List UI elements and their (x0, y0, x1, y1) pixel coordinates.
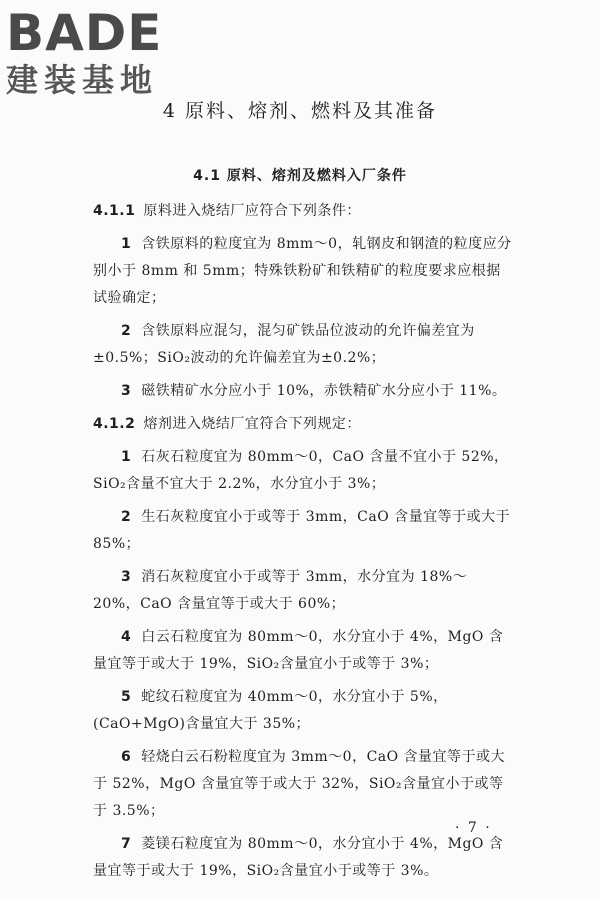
item-text: 消石灰粒度宜小于或等于 3mm，水分宜为 18%～20%，CaO 含量宜等于或大于 60%； (93, 569, 468, 612)
item-number: 2 (121, 509, 132, 525)
item-number: 3 (121, 383, 132, 399)
clause-text: 熔剂进入烧结厂宜符合下列规定： (143, 416, 361, 432)
item-text: 生石灰粒度宜小于或等于 3mm，CaO 含量宜等于或大于 85%； (93, 509, 511, 552)
brand-logo (6, 6, 176, 98)
clause-item (93, 684, 513, 738)
item-text: 菱镁石粒度宜为 80mm～0，水分宜小于 4%，MgO 含量宜等于或大于 19%，SiO₂含量宜小于或等于 3%。 (93, 836, 504, 879)
item-number: 1 (121, 449, 132, 465)
item-text: 磁铁精矿水分应小于 10%，赤铁精矿水分应小于 11%。 (141, 383, 507, 399)
item-text: 含铁原料应混匀，混匀矿铁品位波动的允许偏差宜为±0.5%；SiO₂波动的允许偏差宜为±0.2%； (93, 323, 475, 366)
page-number: · 7 · (455, 820, 492, 836)
logo-brand-text: BADE (6, 4, 163, 62)
clause-item (93, 504, 513, 558)
item-number: 3 (121, 569, 132, 585)
clause-item (93, 231, 513, 312)
item-text: 轻烧白云石粉粒度宜为 3mm～0，CaO 含量宜等于或大于 52%，MgO 含量宜等于或大于 32%，SiO₂含量宜小于或等于 3.5%； (93, 749, 506, 819)
clause-item (93, 744, 513, 825)
clause-4-1-1 (93, 198, 513, 225)
chapter-title: 4 原料、熔剂、燃料及其准备 (162, 100, 438, 122)
clause-4-1-2 (93, 411, 513, 438)
clause-item (93, 564, 513, 618)
document-body (93, 198, 513, 891)
clause-item (93, 624, 513, 678)
item-text: 石灰石粒度宜为 80mm～0，CaO 含量不宜小于 52%，SiO₂含量不宜大于 2.2%，水分宜小于 3%； (93, 449, 509, 492)
clause-item (93, 831, 513, 885)
clause-item (93, 378, 513, 405)
clause-text: 原料进入烧结厂应符合下列条件： (143, 203, 361, 219)
clause-item (93, 444, 513, 498)
item-number: 7 (121, 836, 132, 852)
clause-item (93, 318, 513, 372)
item-number: 4 (121, 629, 132, 645)
item-number: 5 (121, 689, 132, 705)
logo-subtitle: 建装基地 (6, 61, 159, 99)
item-text: 含铁原料的粒度宜为 8mm～0，轧钢皮和钢渣的粒度应分别小于 8mm 和 5mm；特殊铁粉矿和铁精矿的粒度要求应根据试验确定； (93, 236, 512, 306)
item-number: 2 (121, 323, 132, 339)
item-text: 蛇纹石粒度宜为 40mm～0，水分宜小于 5%，(CaO+MgO)含量宜大于 35%； (93, 689, 448, 732)
section-title: 4.1 原料、熔剂及燃料入厂条件 (193, 168, 407, 184)
item-number: 6 (121, 749, 132, 765)
item-number: 1 (121, 236, 132, 252)
clause-number: 4.1.2 (93, 416, 136, 432)
clause-number: 4.1.1 (93, 203, 136, 219)
item-text: 白云石粒度宜为 80mm～0，水分宜小于 4%，MgO 含量宜等于或大于 19%，SiO₂含量宜小于或等于 3%； (93, 629, 504, 672)
